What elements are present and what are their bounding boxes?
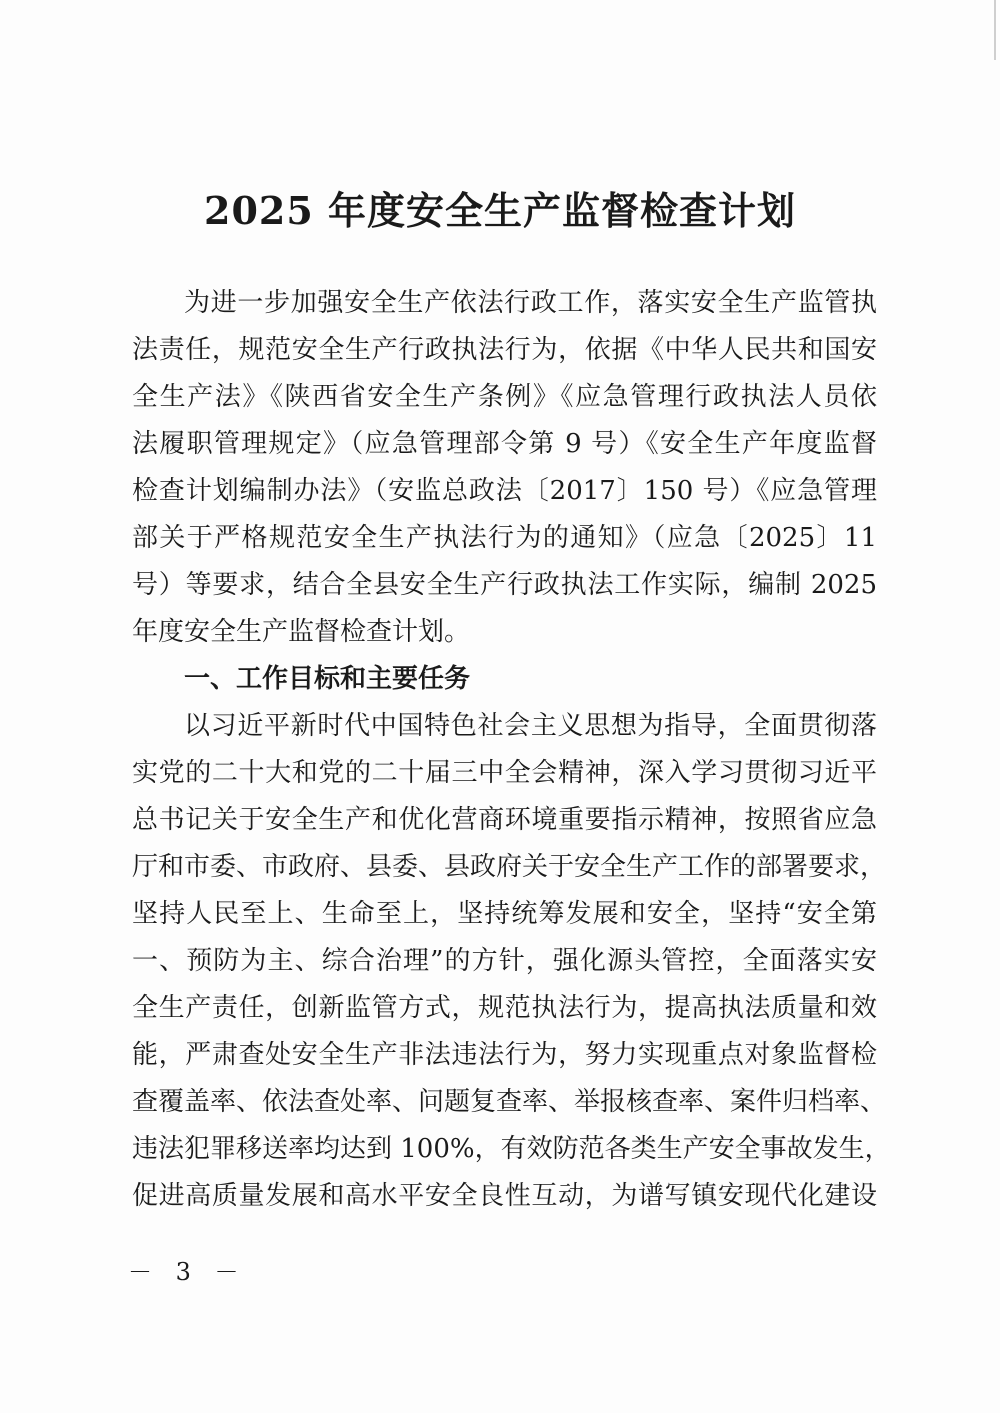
intro-line: 号）等要求，结合全县安全生产行政执法工作实际，编制 2025 <box>132 570 877 600</box>
section-line: 厅和市委、市政府、县委、县政府关于安全生产工作的部署要求， <box>132 852 887 882</box>
intro-line: 全生产法》《陕西省安全生产条例》《应急管理行政执法人员依 <box>132 382 877 412</box>
scan-edge-mark <box>994 0 996 60</box>
section-line: 能，严肃查处安全生产非法违法行为，努力实现重点对象监督检 <box>132 1040 877 1070</box>
page-number: － 3 － <box>128 1258 247 1286</box>
section-line: 查覆盖率、依法查处率、问题复查率、举报核查率、案件归档率、 <box>132 1087 887 1117</box>
intro-line: 法履职管理规定》（应急管理部令第 9 号）《安全生产年度监督 <box>132 429 877 459</box>
section-line: 总书记关于安全生产和优化营商环境重要指示精神，按照省应急 <box>132 805 877 835</box>
intro-line: 年度安全生产监督检查计划。 <box>132 617 471 647</box>
section-line: 坚持人民至上、生命至上，坚持统筹发展和安全，坚持“安全第 <box>132 899 877 929</box>
intro-line: 法责任，规范安全生产行政执法行为，依据《中华人民共和国安 <box>132 335 877 365</box>
section-line: 全生产责任，创新监管方式，规范执法行为，提高执法质量和效 <box>132 993 877 1023</box>
section-line: 实党的二十大和党的二十届三中全会精神，深入学习贯彻习近平 <box>132 758 877 788</box>
intro-line: 为进一步加强安全生产依法行政工作，落实安全生产监管执 <box>184 288 877 318</box>
section-heading: 一、工作目标和主要任务 <box>184 664 471 694</box>
document-title: 2025 年度安全生产监督检查计划 <box>204 188 796 233</box>
section-line: 以习近平新时代中国特色社会主义思想为指导，全面贯彻落 <box>184 711 877 741</box>
section-line: 违法犯罪移送率均达到 100%，有效防范各类生产安全事故发生， <box>132 1134 891 1164</box>
intro-line: 检查计划编制办法》（安监总政法〔2017〕150 号）《应急管理 <box>132 476 877 506</box>
intro-line: 部关于严格规范安全生产执法行为的通知》（应急〔2025〕11 <box>132 523 877 553</box>
section-line: 一、预防为主、综合治理”的方针，强化源头管控，全面落实安 <box>132 946 877 976</box>
section-line: 促进高质量发展和高水平安全良性互动，为谱写镇安现代化建设 <box>132 1181 877 1211</box>
